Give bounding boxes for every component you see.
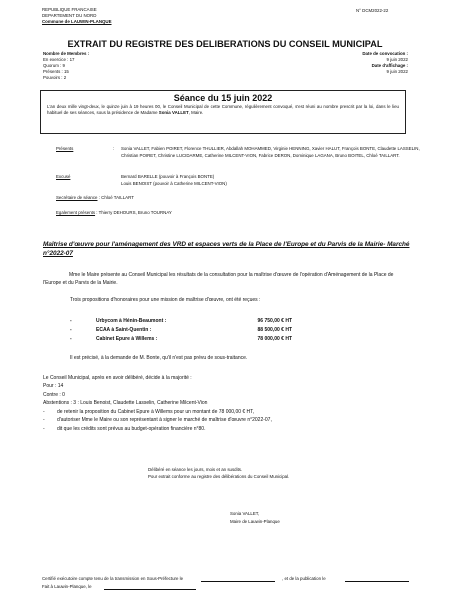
offer-name: ECAA à Saint-Quentin : [96,327,152,333]
seance-president: Sonia VALLET [158,110,189,116]
offer-row [70,317,292,326]
offer-name: Urbycom à Hénin-Beaumont : [96,318,167,324]
seance-text-post: , Maire. [188,110,204,116]
seance-text [41,104,405,117]
offer-amount: 88 500,00 € HT [257,327,292,333]
signature-block [230,510,280,526]
egalement-value: : Thierry DEHOURS, Bruno TOURNAY [96,210,172,215]
precision-text: Il est précisé, à la demande de M. Bonte, qu'il n'est pas prévu de sous-traitance. [70,355,248,361]
footer-blank-3 [104,589,196,590]
offers-intro: Trois propositions d'honoraires pour une mission de maîtrise d'œuvre, ont été reçues : [70,297,261,303]
republic-text: REPUBLIQUE FRANCAISE [42,7,97,12]
seance-text-pre: L'an deux mille vingt-deux, le quinze juin à 19 heures 00, le Conseil Municipal de cette Commune, régulièrement convoqué, s'est réuni au nombre prescrit par la loi, dans le lieu habituel de ses séances, sous la présidence de Madame [47,104,399,116]
commune-text: Commune de LAUWIN-PLANQUE [42,19,112,24]
department-text: DEPARTEMENT DU NORD [42,13,97,18]
reference-number: N° DCM2022-22 [356,8,389,13]
offer-amount: 78 000,00 € HT [257,336,292,342]
footer-line2-a: Fait à Lauwin-Planque, le [42,584,92,589]
subject-heading: Maîtrise d'œuvre pour l'aménagement des VRD et espaces verts de la Place de l'Europe et du Parvis de la Mairie- Marché n°2022-07 [43,241,410,257]
offer-row [70,326,292,335]
affichage-label: Date d'affichage : [371,63,408,68]
members-line: Quorum : 9 [43,63,65,68]
signature-title: Maire de Lauwin-Planque [230,519,280,524]
presents-colon: : [113,146,115,151]
signature-name: Sonia VALLET, [230,511,260,516]
decision-item [43,408,272,416]
closing-block [148,466,289,480]
excuse-line: Louis BENOIST (pouvoir à Catherine MILCENT-VION) [121,180,227,186]
excuse-line: Bernard BARELLE (pouvoir à François BONTE) [121,174,215,179]
secretaire-label: Secrétaire de séance [56,195,98,200]
affichage-date: 9 juin 2022 [386,69,408,74]
decision-text: de retenir la proposition du Cabinet Epure à Willems pour un montant de 78 000,00 € HT, [57,409,255,415]
members-line: Pouvoirs : 2 [43,75,67,80]
decision-text: d'autoriser Mme le Maire ou son représentant à signer le marché de maîtrise d'œuvre n°2022-07, [57,417,272,424]
intro-paragraph: Mme le Maire présente au Conseil Municipal les résultats de la consultation pour la maîtrise d'œuvre de l'opération d'Aménagement de la Place de l'Europe et du Parvis de la Mairie. [43,272,394,287]
egalement-row [56,210,172,216]
egalement-label: Egalement présents [56,210,96,215]
vote-intro: Le Conseil Municipal, après en avoir délibéré, décide à la majorité : [43,375,192,381]
offer-bullet: - [70,318,72,324]
members-heading: Nombre de Membres : [43,51,90,56]
decision-item [43,416,272,424]
members-line: Présents : 15 [43,69,69,74]
vote-contre: Contre : 0 [43,391,65,398]
offer-row [70,335,292,344]
secretaire-value: : Chloé TAILLART [98,195,134,200]
document-title: EXTRAIT DU REGISTRE DES DELIBERATIONS DU CONSEIL MUNICIPAL [67,39,383,49]
decision-bullet: - [43,409,45,415]
offer-amount: 96 750,00 € HT [257,318,292,324]
vote-pour: Pour : 14 [43,383,64,390]
offer-bullet: - [70,327,72,333]
footer-blank-1 [201,581,275,582]
footer-line1-b: , et de la publication le [282,576,326,581]
footer-blank-2 [345,581,409,582]
dates-block [362,51,408,75]
closing-line: Pour extrait conforme au registre des délibérations du Conseil Municipal. [148,474,290,479]
seance-title: Séance du 15 juin 2022 [173,93,273,103]
decisions-list [43,408,272,433]
seance-box [40,90,406,134]
excuses-label: Excusé [56,174,71,179]
decision-item [43,425,272,433]
members-block [43,51,89,81]
members-line: En exercice : 17 [43,57,75,62]
decision-bullet: - [43,417,45,424]
decision-bullet: - [43,425,45,432]
closing-line: Délibéré en séance les jours, mois et an susdits. [148,467,243,472]
decision-text: dit que les crédits sont prévus au budget-opération financière n°80. [57,425,206,432]
vote-abstentions: Abstentions : 3 : Louis Benoist, Claudette Lasselin, Catherine Milcent-Vion [43,400,208,407]
header-left [42,7,112,25]
secretaire-row [56,195,134,201]
offers-list [70,317,292,344]
presents-label: Présents [56,146,74,151]
vote-block [43,374,207,408]
presents-list: Sonia VALLET, Fabien POIRET, Florence THULLIER, Abdallah MOHAMMED, Virginie HENNING, Xavier HALUT, François BONTE, Claudette LASSELIN, Christian POIRET, Christine LUCIDARME, Catherine MILCENT-VION, Fabrice DERON, Dominique LAGANA, Bruno BOITEL, Chloé TAILLART. [121,146,420,158]
offer-name: Cabinet Epure à Willems : [96,336,158,342]
convocation-label: Date de convocation : [362,51,408,56]
convocation-date: 9 juin 2022 [386,57,408,62]
offer-bullet: - [70,336,72,342]
excuses-list [121,174,227,187]
footer-line1-a: Certifié exécutoire compte tenu de la transmission en Sous-Préfecture le [42,576,184,581]
